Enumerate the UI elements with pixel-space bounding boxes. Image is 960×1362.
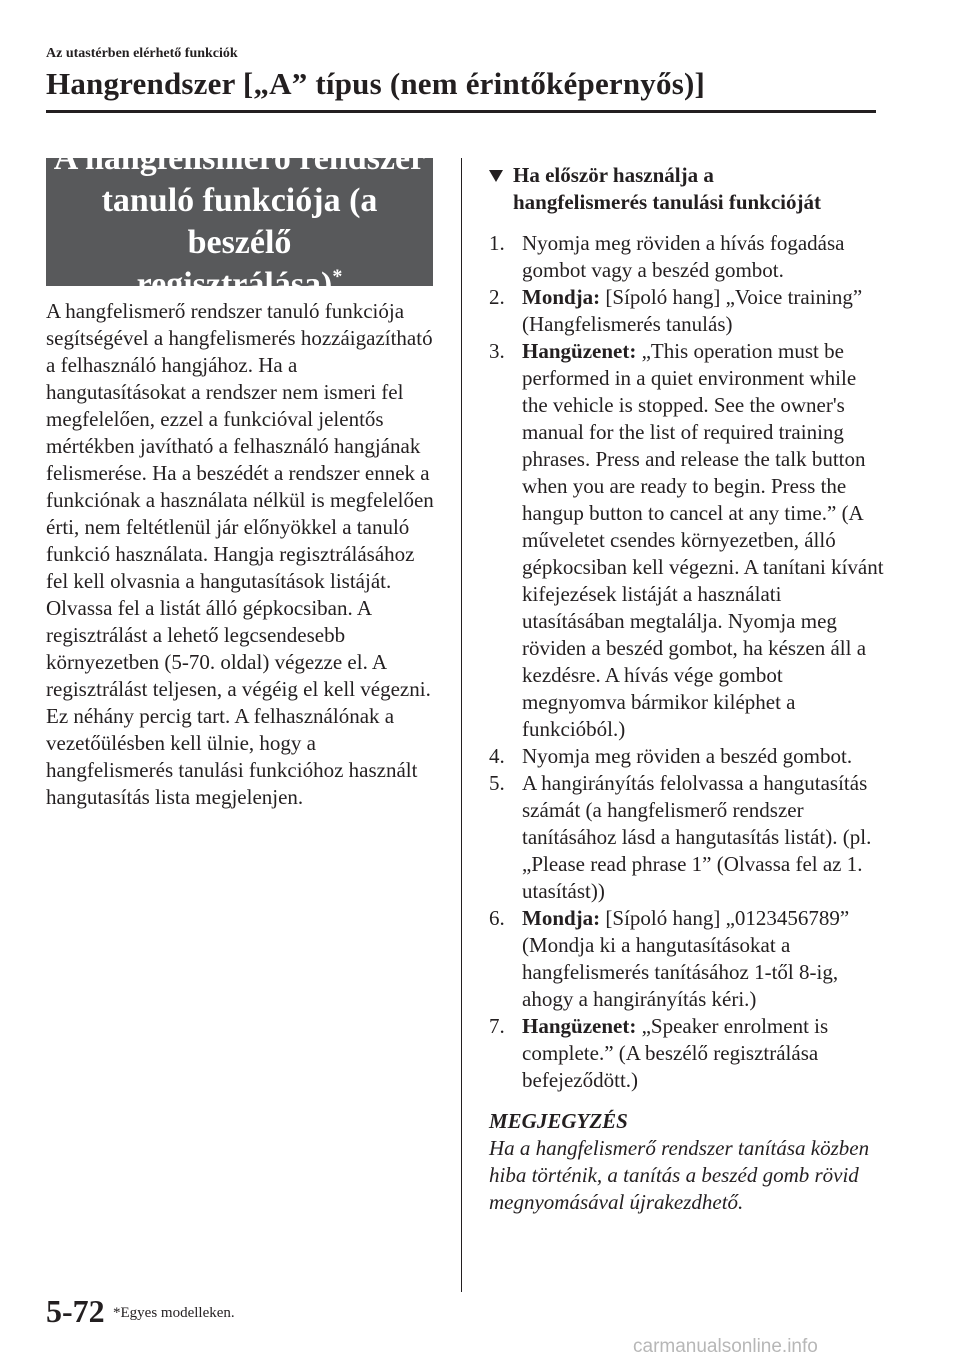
step-body: Nyomja meg röviden a beszéd gombot.	[522, 744, 853, 768]
procedure-heading-line-1: Ha először használja a	[513, 163, 714, 187]
step-body: Nyomja meg röviden a hívás fogadása gombot vagy a beszéd gombot.	[522, 231, 845, 282]
breadcrumb: Az utastérben elérhető funkciók	[46, 46, 238, 61]
triangle-bullet-icon	[489, 170, 503, 182]
section-heading-line-3: regisztrálása)	[136, 266, 333, 303]
step-body: A hangirányítás felolvassa a hangutasítás számát (a hangfelismerő rendszer tanításához lásd a hangutasítás listát). (pl. „Please read phrase 1” (Olvassa fel az 1. utasítást))	[522, 771, 872, 903]
step-number: 3.	[489, 339, 505, 363]
step-text	[522, 1013, 884, 1094]
step-number: 7.	[489, 1014, 505, 1038]
procedure-step	[489, 770, 884, 905]
procedure-steps	[489, 230, 884, 1094]
step-number: 6.	[489, 906, 505, 930]
note-heading: MEGJEGYZÉS	[489, 1109, 628, 1133]
step-label: Hangüzenet:	[522, 339, 637, 363]
section-body-text: A hangfelismerő rendszer tanuló funkciója segítségével a hangfelismerés hozzáigazítható a felhasználó hangjához. Ha a hangutasításokat a rendszer nem ismeri fel megfelelően, ezzel a funkcióval jelentős mértékben javítható a felhasználó hangjának felismerése. Ha a beszédét a rendszer ennek a funkciónak a használata nélkül is megfelelően érti, nem feltétlenül jár előnyökkel a tanuló funkció használata. Hangja regisztrálásához fel kell olvasnia a hangutasítások listáját. Olvassa fel a listát álló gépkocsiban. A regisztrálást a lehető legcsendesebb környezetben (5-70. oldal) végezze el. A regisztrálást teljesen, a végéig el kell végezni. Ez néhány percig tart. A felhasználónak a vezetőülésben kell ülnie, hogy a hangfelismerés tanulási funkcióhoz használt hangutasítás lista megjelenjen.	[46, 299, 434, 809]
step-body: [Sípoló hang] „Voice training” (Hangfelismerés tanulás)	[522, 285, 863, 336]
column-divider	[461, 158, 462, 1292]
section-heading-box	[46, 140, 433, 303]
step-label: Mondja:	[522, 285, 601, 309]
page-title: Hangrendszer [„A” típus (nem érintőképernyős)]	[46, 66, 706, 101]
procedure-heading-line-2: hangfelismerés tanulási funkcióját	[513, 190, 822, 214]
step-label: Mondja:	[522, 906, 601, 930]
step-text	[522, 230, 884, 284]
step-number: 1.	[489, 231, 505, 255]
watermark: carmanualsonline.info	[633, 1336, 818, 1357]
step-body: „This operation must be performed in a quiet environment while the vehicle is stopped. See the owner's manual for the list of required training phrases. Press and release the talk button when you are ready to begin. Press the hangup button to cancel at any time.” (A műveletet csendes környezetben, álló gépkocsiban kell végezni. A tanítani kívánt kifejezések listáját a használati utasításában megtalálja. Nyomja meg röviden a beszéd gombot, ha készen áll a kezdésre. A hívás vége gombot megnyomva bármikor kiléphet a funkcióból.)	[522, 339, 884, 741]
step-text	[522, 284, 884, 338]
step-text	[522, 905, 884, 1013]
step-text	[522, 770, 884, 905]
step-body: [Sípoló hang] „0123456789” (Mondja ki a hangutasításokat a hangfelismerés tanításához 1-től 8-ig, ahogy a hangirányítás kéri.)	[522, 906, 850, 1011]
step-body: „Speaker enrolment is complete.” (A beszélő regisztrálása befejeződött.)	[522, 1014, 829, 1092]
procedure-step	[489, 743, 884, 770]
page-number: 5-72	[46, 1293, 105, 1329]
step-number: 5.	[489, 771, 505, 795]
title-rule	[46, 110, 876, 113]
step-label: Hangüzenet:	[522, 1014, 637, 1038]
step-text	[522, 338, 884, 743]
procedure-heading	[489, 162, 884, 216]
note-text: Ha a hangfelismerő rendszer tanítása közben hiba történik, a tanítás a beszéd gomb rövid megnyomásával újrakezdhető.	[489, 1136, 870, 1214]
model-footnote-mark: *	[332, 265, 343, 288]
section-heading-line-1: A hangfelismerő rendszer	[53, 140, 426, 177]
step-text	[522, 743, 884, 770]
step-number: 4.	[489, 744, 505, 768]
procedure-step	[489, 1013, 884, 1094]
procedure-step	[489, 905, 884, 1013]
procedure-column	[489, 162, 884, 1216]
procedure-step	[489, 338, 884, 743]
step-number: 2.	[489, 285, 505, 309]
footnote: *Egyes modelleken.	[113, 1305, 235, 1321]
procedure-heading-text	[513, 162, 821, 216]
section-heading	[46, 138, 433, 306]
section-heading-line-2: tanuló funkciója (a beszélő	[101, 182, 378, 261]
procedure-step	[489, 230, 884, 284]
procedure-step	[489, 284, 884, 338]
